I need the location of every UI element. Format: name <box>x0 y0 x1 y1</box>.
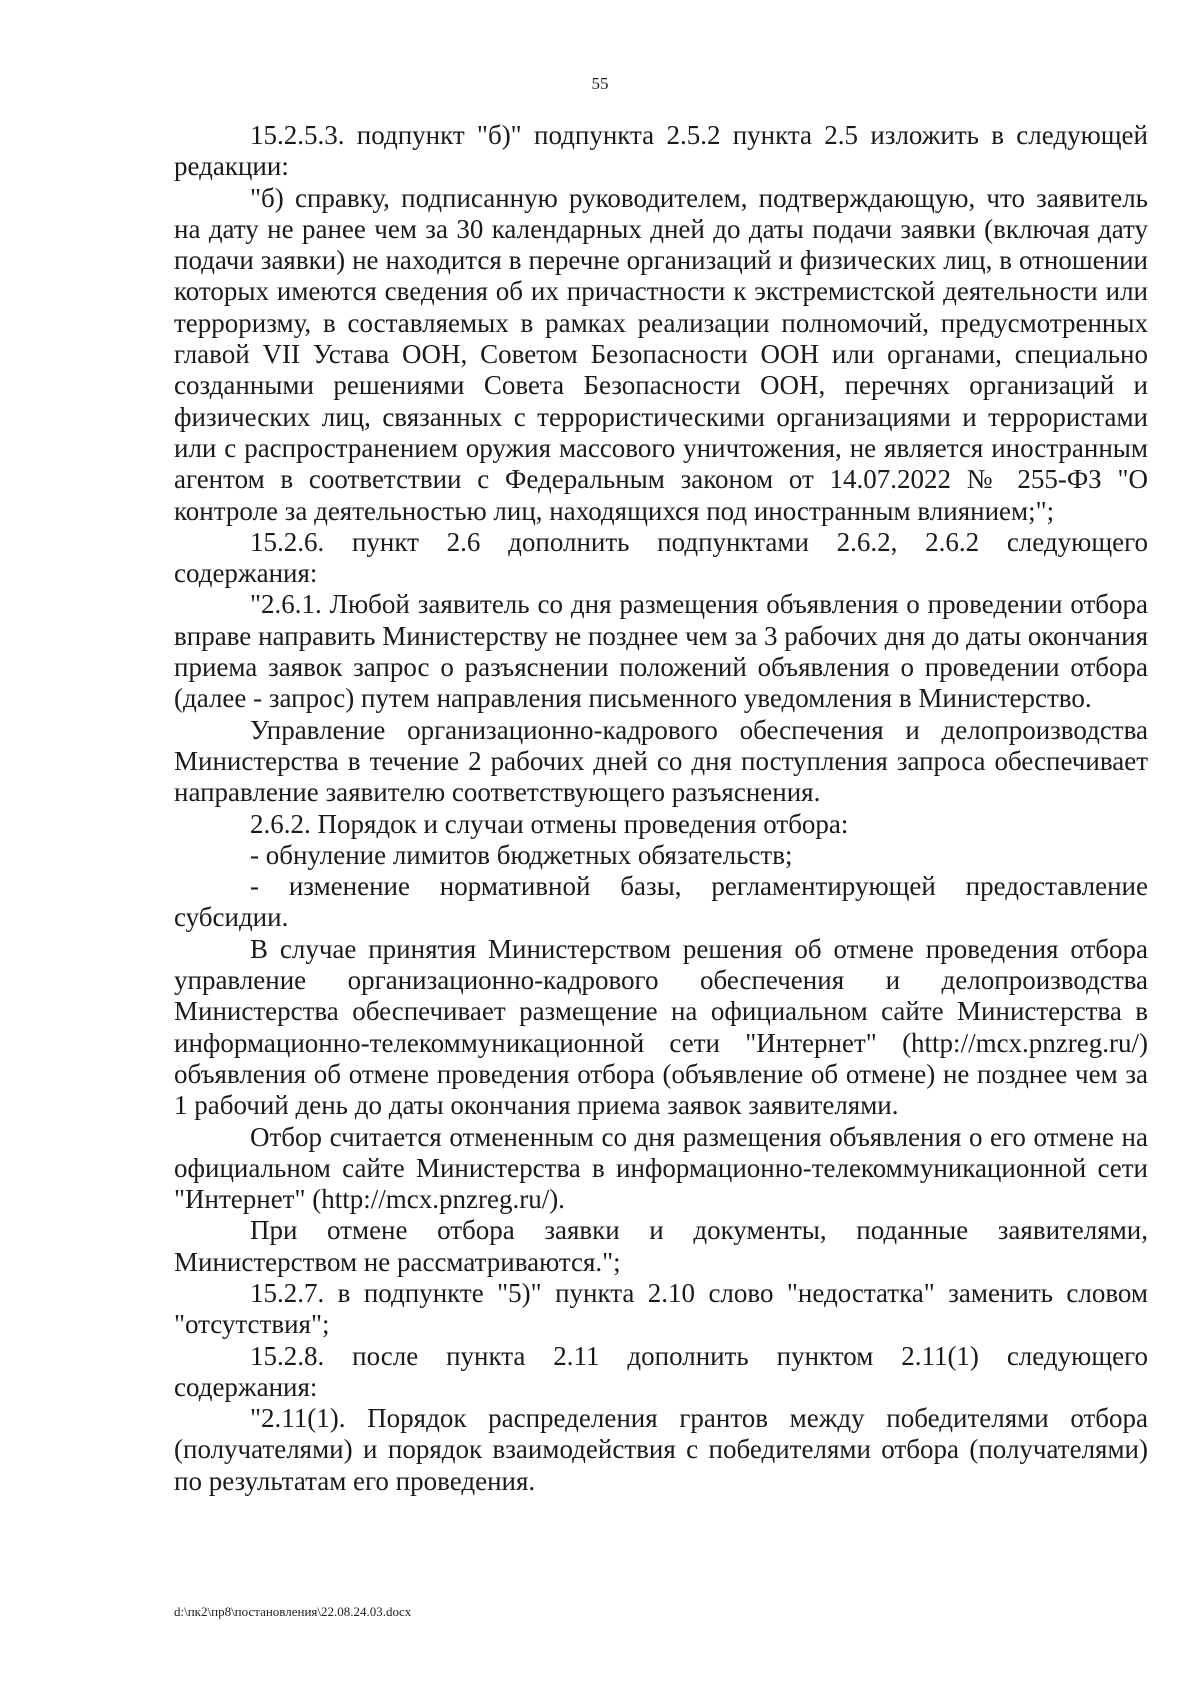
paragraph-clarification-dept: Управление организационно-кадрового обеспечения и делопроизводства Министерства в течение 2 рабочих дней со дня поступления запроса обеспечивает направление заявителю соответствующего разъяснения. <box>174 714 1148 808</box>
list-item-limits: - обнуление лимитов бюджетных обязательств; <box>250 839 793 870</box>
paragraph-2-6-2: 2.6.2. Порядок и случаи отмены проведения отбора: <box>250 808 849 839</box>
paragraph-15-2-5-3: 15.2.5.3. подпункт "б)" подпункта 2.5.2 пункта 2.5 изложить в следующей редакции: <box>174 120 1148 182</box>
paragraph-15-2-6: 15.2.6. пункт 2.6 дополнить подпунктами 2.6.2, 2.6.2 следующего содержания: <box>174 526 1148 589</box>
page-number: 55 <box>591 74 609 93</box>
list-item-regulations: - изменение нормативной базы, регламентирующей предоставление субсидии. <box>174 871 1148 933</box>
document-body <box>174 120 1148 1497</box>
paragraph-applications-not-reviewed: При отмене отбора заявки и документы, поданные заявителями, Министерством не рассматриваются."; <box>174 1215 1148 1277</box>
paragraph-15-2-7: 15.2.7. в подпункте "5)" пункта 2.10 слово "недостатка" заменить словом "отсутствия"; <box>174 1277 1148 1340</box>
paragraph-subitem-b: "б) справку, подписанную руководителем, подтверждающую, что заявитель на дату не ранее чем за 30 календарных дней до даты подачи заявки (включая дату подачи заявки) не находится в перечне организаций и физических лиц, в отношении которых имеются сведения об их причастности к экстремистской деятельности или терроризму, в составляемых в рамках реализации полномочий, предусмотренных главой VII Устава ООН, Советом Безопасности ООН или органами, специально созданными решениями Совета Безопасности ООН, перечнях организаций и физических лиц, связанных с террористическими организациями и террористами или с распространением оружия массового уничтожения, не является иностранным агентом в соответствии с Федеральным законом от 14.07.2022 № 255-ФЗ "О контроле за деятельностью лиц, находящихся под иностранным влиянием;"; <box>174 182 1148 526</box>
paragraph-cancellation-effective: Отбор считается отмененным со дня размещения объявления о его отмене на официальном сайте Министерства в информационно-телекоммуникационной сети "Интернет" (http://mcx.pnzreg.ru/). <box>174 1121 1148 1215</box>
paragraph-2-11-1: "2.11(1). Порядок распределения грантов между победителями отбора (получателями) и порядок взаимодействия с победителями отбора (получателями) по результатам его проведения. <box>174 1403 1148 1496</box>
paragraph-2-6-1: "2.6.1. Любой заявитель со дня размещения объявления о проведении отбора вправе направить Министерству не позднее чем за 3 рабочих дня до даты окончания приема заявок запрос о разъяснении положений объявления о проведении отбора (далее - запрос) путем направления письменного уведомления в Министерство. <box>174 589 1148 714</box>
paragraph-cancellation-decision: В случае принятия Министерством решения об отмене проведения отбора управление организационно-кадрового обеспечения и делопроизводства Министерства обеспечивает размещение на официальном сайте Министерства в информационно-телекоммуникационной сети "Интернет" (http://mcx.pnzreg.ru/) объявления об отмене проведения отбора (объявление об отмене) не позднее чем за 1 рабочий день до даты окончания приема заявок заявителями. <box>174 933 1148 1121</box>
footer-file-path: d:\пк2\пр8\постановления\22.08.24.03.docx <box>174 1604 412 1619</box>
paragraph-15-2-8: 15.2.8. после пункта 2.11 дополнить пунктом 2.11(1) следующего содержания: <box>174 1340 1148 1402</box>
